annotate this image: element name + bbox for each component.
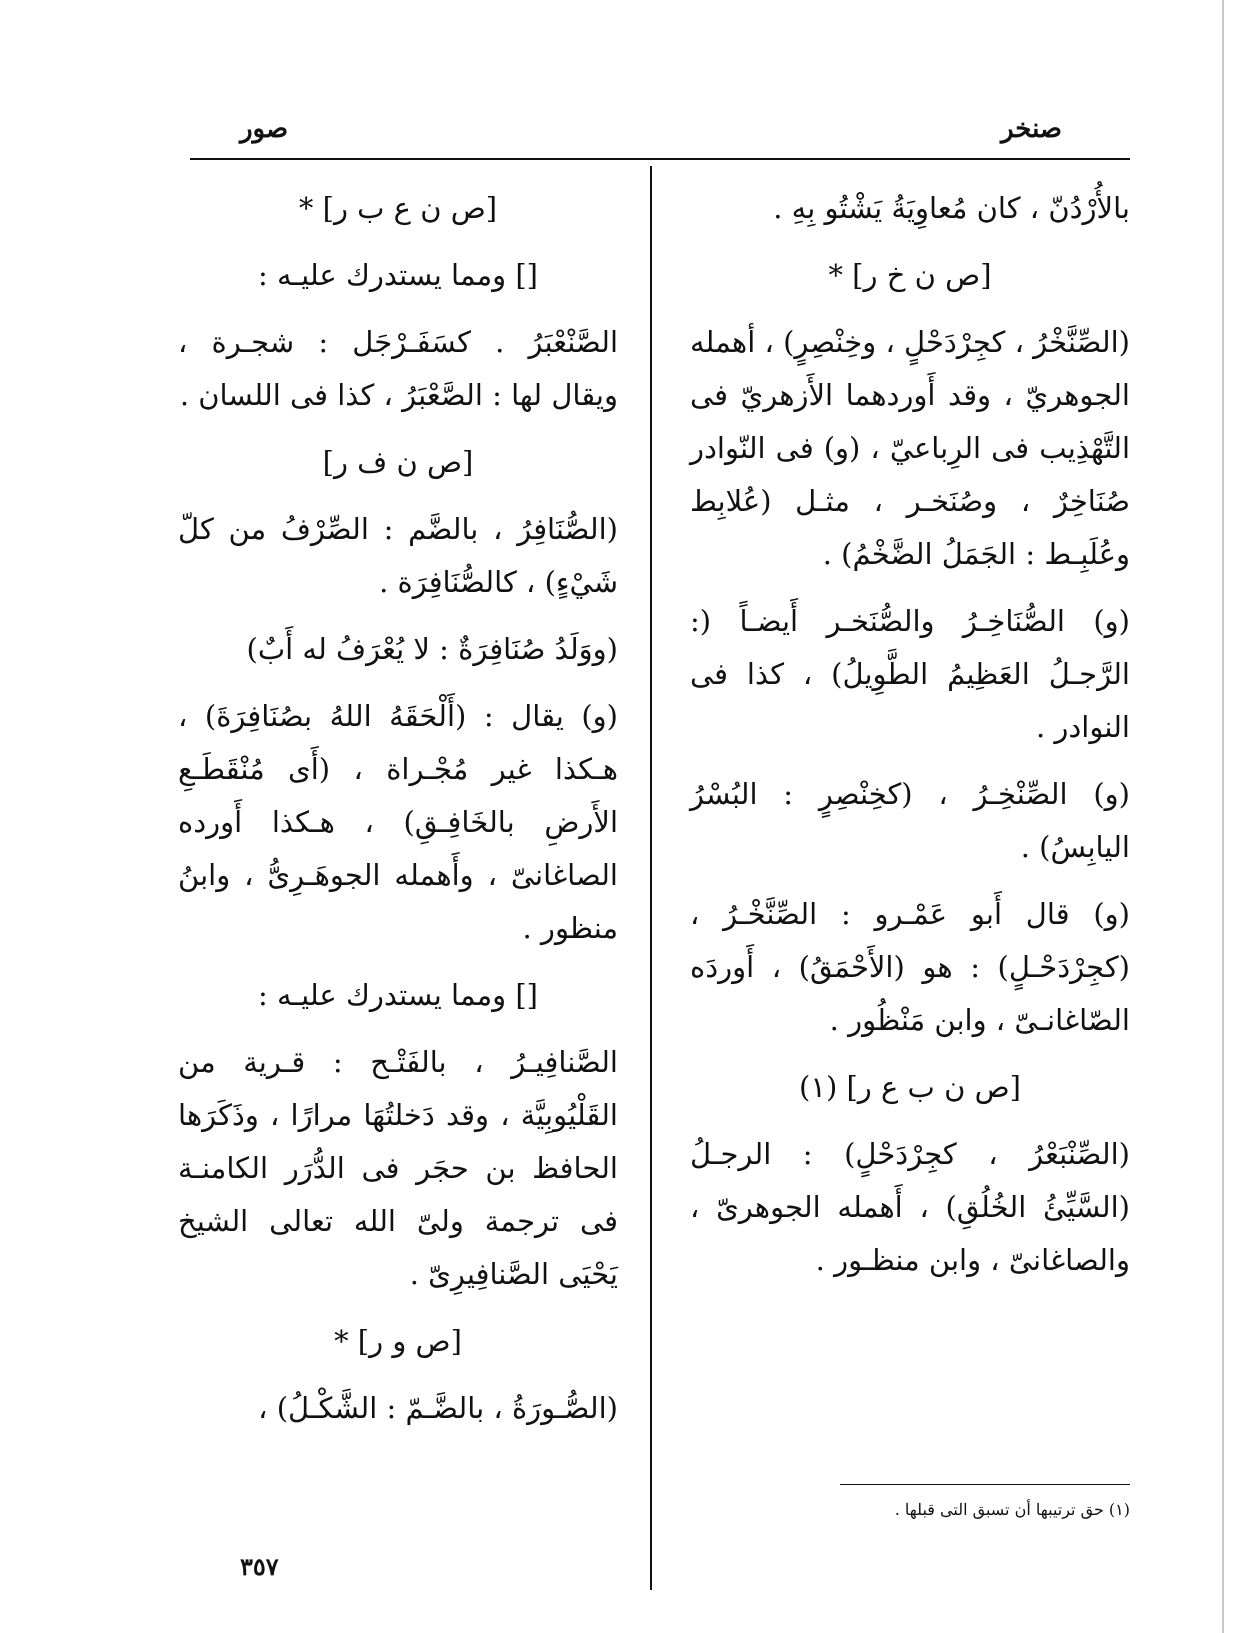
paragraph: (و) يقال : (أَلْحَقَهُ اللهُ بصُنَافِرَةَ) ، هـكذا غير مُجْـراة ، (أَى مُنْقَطَـعِ الأَرضِ بالخَافِـقِ) ، هـكذا أَورده الصاغانىّ ، وأَهمله الجوهَـرِىُّ ، وابنُ منظور .: [178, 699, 618, 945]
paragraph: (و) الصُّنَاخِـرُ والصُّنَخـر أَيضـاً (: الرَّجـلُ العَظِيمُ الطَّوِيلُ) ، كذا فى النوادر .: [690, 604, 1130, 744]
paragraph: (الصِّنَّخْرُ ، كجِرْدَحْلٍ ، وخِنْصِرٍ) ، أهمله الجوهريّ ، وقد أَوردهما الأَزهريّ فى التَّهْذِيب فى الرِباعيّ ، (و) فى النّوادر صُنَاخِرٌ ، وصُنَخـر ، مثـل (عُلابِط وعُلَبِـط : الجَمَلُ الضَّخْمُ) .: [690, 325, 1130, 571]
entry-heading: [ص ن ب ع ر] (١): [799, 1070, 1021, 1104]
addendum-heading: [] ومما يستدرك عليـه :: [258, 258, 538, 292]
paragraph: (و) قال أَبو عَمْـرو : الصِّنَّخْـرُ ، (كجِرْدَحْـلٍ) : هو (الأَحْمَقُ) ، أَوردَه الصّاغانـىّ ، وابن مَنْظُور .: [690, 897, 1130, 1037]
header-rule: [190, 158, 1130, 160]
paragraph: (و) الصِّنْخِـرُ ، (كخِنْصِرٍ : البُسْرُ اليابِسُ) .: [690, 777, 1130, 864]
addendum-heading: [] ومما يستدرك عليـه :: [258, 978, 538, 1012]
running-header-left: صور: [240, 114, 289, 144]
paragraph: الصَّنافِيـرُ ، بالفَتْـح : قـرية من القَلْيُوبِيَّة ، وقد دَخلتُهَا مرارًا ، وذَكَرَها الحافظ بن حجَر فى الدُّرَر الكامنـة فى ترجمة ولىّ الله تعالى الشيخ يَحْيَى الصَّنافِيرِىّ .: [178, 1045, 618, 1291]
scan-edge-line: [1222, 0, 1224, 1633]
paragraph: (الصُّنَافِرُ ، بالضَّم : الصِّرْفُ من كلّ شَيْءٍ) ، كالصُّنَافِرَة .: [178, 512, 618, 599]
entry-heading: [ص ن خ ر] *: [828, 258, 992, 292]
paragraph: بالأُرْدُنّ ، كان مُعاوِيَةُ يَشْتُو بِهِ .: [773, 191, 1130, 225]
paragraph: (الصُّـورَةُ ، بالضَّـمّ : الشَّكْـلُ) ،: [258, 1391, 618, 1425]
footnote: (١) حق ترتيبها أن تسبق التى قبلها .: [894, 1500, 1130, 1519]
paragraph: الصَّنْعْبَرُ . كسَفَـرْجَل : شجـرة ، ويقال لها : الصَّعْبَرُ ، كذا فى اللسان .: [178, 325, 618, 412]
paragraph: (ووَلَدُ صُنَافِرَةٌ : لا يُعْرَفُ له أَبٌ): [246, 632, 618, 666]
footnote-rule: [840, 1484, 1130, 1485]
entry-heading: [ص ن ف ر]: [322, 445, 474, 479]
running-header-right: صنخر: [1000, 114, 1062, 144]
entry-heading: [ص و ر] *: [334, 1324, 462, 1358]
page-number: ٣٥٧: [240, 1552, 279, 1581]
entry-heading: [ص ن ع ب ر] *: [298, 191, 498, 225]
left-column: [178, 182, 618, 1449]
column-divider: [650, 166, 652, 1590]
right-column: [690, 182, 1130, 1301]
paragraph: (الصِّنْبَعْرُ ، كجِرْدَحْلٍ) : الرجـلُ (السَّيِّئُ الخُلُقِ) ، أَهمله الجوهرىّ ، والصاغانىّ ، وابن منظـور .: [690, 1137, 1130, 1277]
